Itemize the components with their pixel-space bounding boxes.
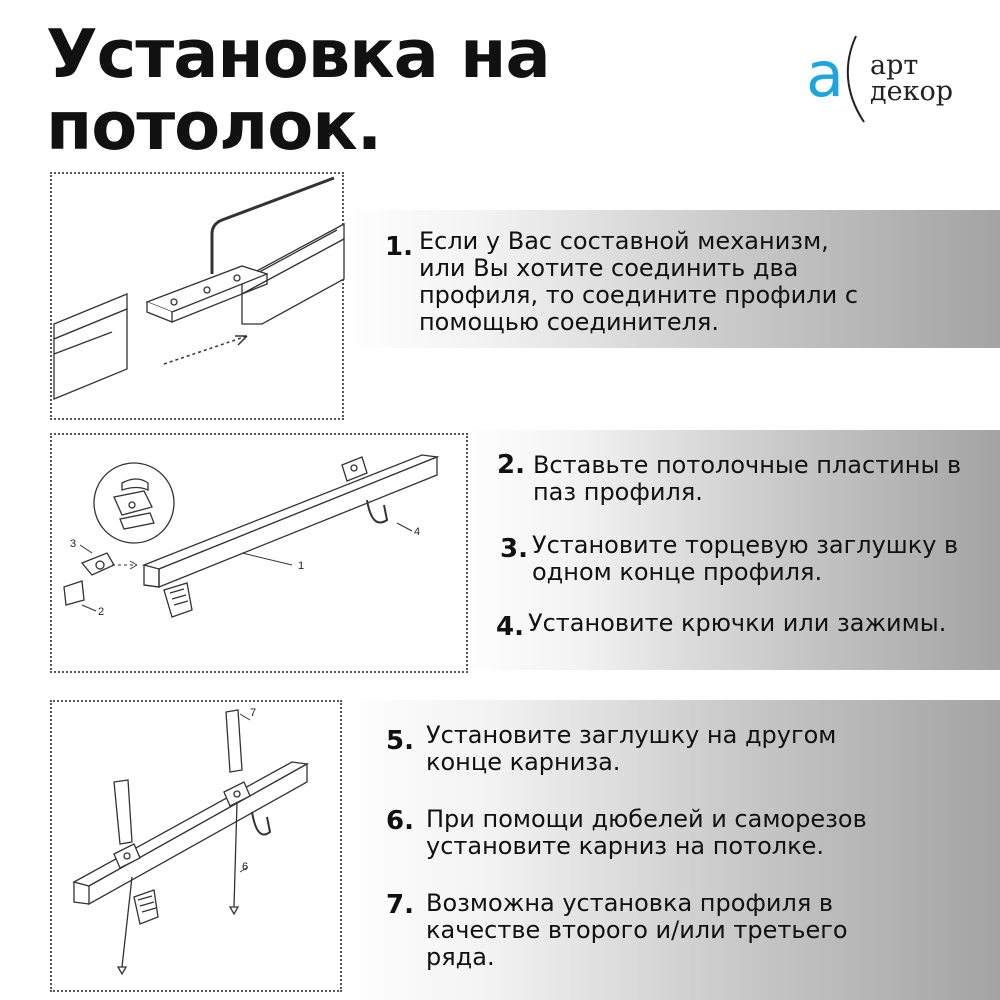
step-7 — [386, 890, 946, 971]
label-part-4: 4 — [414, 526, 421, 538]
logo-arc-icon — [842, 32, 872, 127]
label-part-3: 3 — [70, 538, 77, 550]
step-3-text: Установите торцевую заглушку в одном конце профиля. — [531, 531, 959, 586]
step-5-text: Установите заглушку на другом конце карниза. — [426, 721, 837, 776]
step-1-text: Если у Вас составной механизм, или Вы хотите соединить два профиля, то соедините профили с помощью соединителя. — [418, 227, 859, 336]
title-line-1: Установка на — [46, 15, 550, 93]
logo-text-line-1: арт — [870, 50, 919, 81]
step-2-number: 2. — [497, 450, 525, 480]
diagram-ceiling-mount — [50, 700, 342, 992]
step-7-text: Возможна установка профиля в качестве второго и/или третьего ряда. — [426, 889, 848, 971]
diagram-connector — [50, 172, 344, 420]
ceiling-mount-drawing — [52, 702, 344, 994]
logo-text-line-2: декор — [870, 76, 954, 107]
profile-plates-drawing — [52, 435, 470, 675]
step-4 — [496, 610, 986, 640]
step-2-text: Вставьте потолочные пластины в паз профиля. — [532, 451, 962, 506]
step-6-text: При помощи дюбелей и саморезов установите карниз на потолке. — [426, 805, 867, 860]
logo-mark: a — [806, 38, 844, 111]
label-part-6: 6 — [242, 861, 249, 873]
step-5-number: 5. — [386, 726, 414, 756]
step-4-text: Установите крючки или зажимы. — [527, 609, 947, 637]
step-4-number: 4. — [496, 612, 524, 642]
step-1-number: 1. — [385, 232, 413, 262]
step-3 — [500, 532, 980, 586]
page-title — [46, 15, 606, 165]
step-1 — [385, 228, 865, 336]
title-line-2: потолок. — [46, 87, 382, 165]
step-5 — [386, 722, 946, 776]
label-part-1: 1 — [298, 560, 305, 572]
step-6 — [386, 806, 986, 860]
diagram-profile-plates — [50, 433, 468, 673]
label-part-2: 2 — [98, 606, 105, 618]
connector-drawing — [52, 174, 346, 422]
brand-logo — [800, 26, 970, 126]
step-6-number: 6. — [386, 806, 414, 836]
label-part-7: 7 — [250, 707, 257, 719]
step-2 — [497, 452, 977, 506]
step-7-number: 7. — [386, 890, 414, 920]
step-3-number: 3. — [500, 534, 528, 564]
